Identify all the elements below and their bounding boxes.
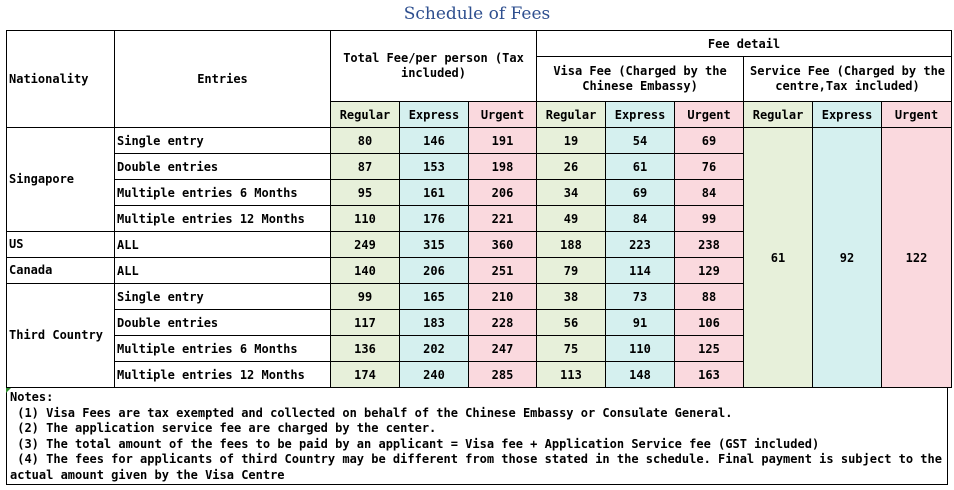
total-urgent-header: Urgent [469, 102, 537, 128]
total-fee-cell: 247 [469, 336, 537, 362]
entry-cell: ALL [115, 258, 331, 284]
total-fee-cell: 206 [469, 180, 537, 206]
note-item: (3) The total amount of the fees to be paid by an applicant = Visa fee + Application Service fee (GST included) [10, 436, 820, 451]
total-fee-cell: 117 [331, 310, 400, 336]
visa-fee-cell: 106 [675, 310, 744, 336]
total-fee-cell: 221 [469, 206, 537, 232]
visa-fee-cell: 61 [606, 154, 675, 180]
visa-fee-cell: 38 [537, 284, 606, 310]
total-fee-cell: 165 [400, 284, 469, 310]
total-fee-cell: 210 [469, 284, 537, 310]
nationality-header: Nationality [7, 31, 115, 128]
total-fee-cell: 80 [331, 128, 400, 154]
visa-fee-cell: 69 [606, 180, 675, 206]
service-urgent-header: Urgent [882, 102, 952, 128]
entries-header: Entries [115, 31, 331, 128]
total-fee-cell: 315 [400, 232, 469, 258]
visa-fee-cell: 223 [606, 232, 675, 258]
entry-cell: Multiple entries 6 Months [115, 336, 331, 362]
nationality-cell: US [7, 232, 115, 258]
visa-fee-cell: 26 [537, 154, 606, 180]
total-fee-cell: 198 [469, 154, 537, 180]
service-fee-express-cell: 92 [813, 128, 882, 388]
note-item: (2) The application service fee are charged by the center. [10, 421, 437, 435]
total-fee-cell: 87 [331, 154, 400, 180]
total-fee-cell: 176 [400, 206, 469, 232]
total-fee-cell: 206 [400, 258, 469, 284]
total-fee-cell: 285 [469, 362, 537, 388]
service-fee-urgent-cell: 122 [882, 128, 952, 388]
visa-fee-cell: 188 [537, 232, 606, 258]
total-fee-cell: 110 [331, 206, 400, 232]
entry-cell: Double entries [115, 310, 331, 336]
visa-fee-cell: 88 [675, 284, 744, 310]
nationality-cell: Canada [7, 258, 115, 284]
total-fee-header: Total Fee/per person (Tax included) [331, 31, 537, 102]
nationality-cell: Third Country [7, 284, 115, 388]
service-fee-header: Service Fee (Charged by the centre,Tax included) [744, 57, 952, 102]
entry-cell: Double entries [115, 154, 331, 180]
entry-cell: Multiple entries 12 Months [115, 362, 331, 388]
fee-detail-header: Fee detail [537, 31, 952, 57]
note-item: (1) Visa Fees are tax exempted and collected on behalf of the Chinese Embassy or Consulate General. [10, 405, 733, 420]
visa-fee-cell: 34 [537, 180, 606, 206]
total-fee-cell: 140 [331, 258, 400, 284]
entry-cell: Multiple entries 6 Months [115, 180, 331, 206]
total-regular-header: Regular [331, 102, 400, 128]
fees-table [6, 30, 952, 388]
total-fee-cell: 251 [469, 258, 537, 284]
visa-fee-cell: 84 [606, 206, 675, 232]
total-fee-cell: 240 [400, 362, 469, 388]
visa-fee-cell: 19 [537, 128, 606, 154]
total-fee-cell: 99 [331, 284, 400, 310]
entry-cell: Single entry [115, 284, 331, 310]
visa-urgent-header: Urgent [675, 102, 744, 128]
visa-fee-cell: 114 [606, 258, 675, 284]
visa-fee-cell: 99 [675, 206, 744, 232]
total-fee-cell: 183 [400, 310, 469, 336]
total-fee-cell: 161 [400, 180, 469, 206]
service-express-header: Express [813, 102, 882, 128]
total-express-header: Express [400, 102, 469, 128]
total-fee-cell: 174 [331, 362, 400, 388]
total-fee-cell: 136 [331, 336, 400, 362]
total-fee-cell: 95 [331, 180, 400, 206]
entry-cell: Single entry [115, 128, 331, 154]
total-fee-cell: 249 [331, 232, 400, 258]
visa-fee-cell: 56 [537, 310, 606, 336]
service-regular-header: Regular [744, 102, 813, 128]
total-fee-cell: 191 [469, 128, 537, 154]
notes-section [6, 388, 948, 485]
visa-express-header: Express [606, 102, 675, 128]
total-fee-cell: 228 [469, 310, 537, 336]
service-fee-regular-cell: 61 [744, 128, 813, 388]
visa-fee-cell: 49 [537, 206, 606, 232]
visa-fee-cell: 113 [537, 362, 606, 388]
visa-fee-cell: 75 [537, 336, 606, 362]
total-fee-cell: 202 [400, 336, 469, 362]
visa-fee-cell: 129 [675, 258, 744, 284]
visa-fee-cell: 91 [606, 310, 675, 336]
visa-regular-header: Regular [537, 102, 606, 128]
visa-fee-cell: 238 [675, 232, 744, 258]
total-fee-cell: 360 [469, 232, 537, 258]
entry-cell: ALL [115, 232, 331, 258]
visa-fee-cell: 69 [675, 128, 744, 154]
visa-fee-cell: 54 [606, 128, 675, 154]
visa-fee-cell: 125 [675, 336, 744, 362]
visa-fee-cell: 76 [675, 154, 744, 180]
notes-heading: Notes: [10, 390, 54, 404]
note-item: (4) The fees for applicants of third Country may be different from those stated in the schedule. Final payment is subject to the actual amount given by the Visa Centre [10, 452, 950, 482]
page-title: Schedule of Fees [403, 4, 551, 24]
visa-fee-cell: 110 [606, 336, 675, 362]
nationality-cell: Singapore [7, 128, 115, 232]
entry-cell: Multiple entries 12 Months [115, 206, 331, 232]
visa-fee-cell: 163 [675, 362, 744, 388]
table-row [7, 128, 952, 154]
visa-fee-cell: 148 [606, 362, 675, 388]
visa-fee-cell: 79 [537, 258, 606, 284]
total-fee-cell: 153 [400, 154, 469, 180]
visa-fee-header: Visa Fee (Charged by the Chinese Embassy) [537, 57, 744, 102]
visa-fee-cell: 73 [606, 284, 675, 310]
total-fee-cell: 146 [400, 128, 469, 154]
visa-fee-cell: 84 [675, 180, 744, 206]
cell-corner-marker [6, 388, 11, 393]
